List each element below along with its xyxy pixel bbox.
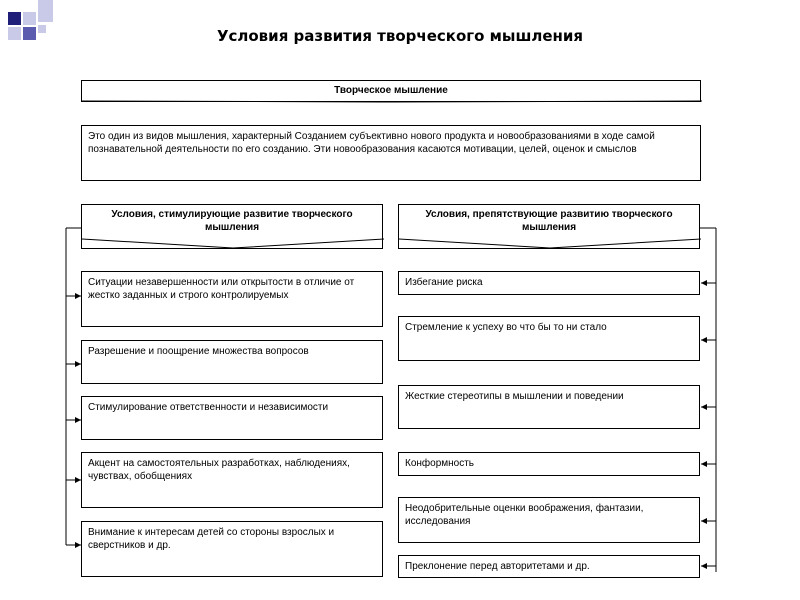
hindering-heading: Условия, препятствующие развитию творческого мышления (425, 209, 673, 233)
stimulating-item: Акцент на самостоятельных разработках, наблюдениях, чувствах, обобщениях (81, 452, 383, 508)
stimulating-heading: Условия, стимулирующие развитие творческого мышления (111, 209, 353, 233)
hindering-item: Неодобрительные оценки воображения, фантазии, исследования (398, 497, 700, 543)
stimulating-heading-box (81, 204, 383, 249)
stimulating-item: Разрешение и поощрение множества вопросов (81, 340, 383, 384)
hindering-item: Конформность (398, 452, 700, 476)
stimulating-item: Стимулирование ответственности и независимости (81, 396, 383, 440)
definition-heading-box (81, 80, 701, 102)
hindering-item: Преклонение перед авторитетами и др. (398, 555, 700, 578)
definition-heading: Творческое мышление (334, 85, 448, 96)
hindering-item: Стремление к успеху во что бы то ни стало (398, 316, 700, 361)
definition-text-box: Это один из видов мышления, характерный Созданием субъективно нового продукта и новообразованиями в ходе самой познавательной деятельности по его созданию. Эти новообразования касаются мотивации, целей, оценок и смыслов (81, 125, 701, 181)
stimulating-item: Ситуации незавершенности или открытости в отличие от жестко заданных и строго контролируемых (81, 271, 383, 327)
page-title: Условия развития творческого мышления (216, 27, 584, 45)
hindering-item: Избегание риска (398, 271, 700, 295)
stimulating-item: Внимание к интересам детей со стороны взрослых и сверстников и др. (81, 521, 383, 577)
hindering-item: Жесткие стереотипы в мышлении и поведении (398, 385, 700, 429)
hindering-heading-box (398, 204, 700, 249)
